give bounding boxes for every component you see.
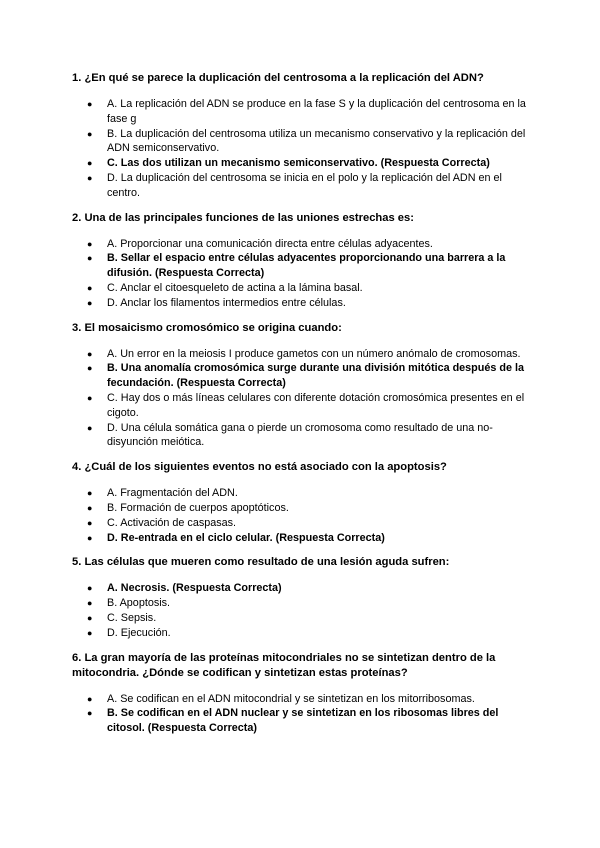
- bullet-icon: ●: [87, 502, 93, 513]
- bullet-icon: ●: [87, 627, 93, 638]
- option-text: A. Necrosis. (Respuesta Correcta): [107, 582, 282, 595]
- option-item: [72, 171, 528, 201]
- option-text: B. La duplicación del centrosoma utiliza un mecanismo conservativo y la replicación del ADN semiconservativo.: [107, 127, 526, 155]
- bullet-icon: ●: [87, 708, 93, 719]
- option-item: [72, 486, 528, 501]
- question-text: 4. ¿Cuál de los siguientes eventos no está asociado con la apoptosis?: [72, 461, 447, 474]
- option-text: D. Re-entrada en el ciclo celular. (Respuesta Correcta): [107, 531, 385, 544]
- bullet-icon: ●: [87, 238, 93, 249]
- bullet-icon: ●: [87, 99, 93, 109]
- option-item-correct: [72, 156, 528, 171]
- question-text: 5. Las células que mueren como resultado de una lesión aguda sufren:: [72, 556, 450, 569]
- option-item: [72, 611, 528, 626]
- option-list: [72, 486, 528, 545]
- bullet-icon: ●: [87, 282, 93, 293]
- option-text: C. Activación de caspasas.: [107, 516, 237, 529]
- bullet-icon: ●: [87, 532, 93, 543]
- option-text: A. La replicación del ADN se produce en la fase S y la duplicación del centrosoma en la fase g: [107, 98, 526, 125]
- option-text: C. Anclar el citoesqueleto de actina a la lámina basal.: [107, 281, 363, 294]
- option-item-correct: [72, 361, 528, 391]
- bullet-icon: ●: [87, 392, 93, 403]
- option-text: D. La duplicación del centrosoma se inicia en el polo y la replicación del ADN en el centro.: [107, 171, 502, 199]
- bullet-icon: ●: [87, 297, 93, 308]
- option-item: [72, 516, 528, 531]
- bullet-icon: ●: [87, 253, 93, 264]
- bullet-icon: ●: [87, 128, 93, 139]
- option-item-correct: [72, 251, 528, 281]
- option-list: [72, 97, 528, 201]
- option-text: D. Ejecución.: [107, 626, 171, 639]
- quiz-content: [72, 71, 528, 746]
- bullet-icon: ●: [87, 598, 93, 609]
- option-text: D. Anclar los filamentos intermedios entre células.: [107, 296, 346, 309]
- bullet-icon: ●: [87, 693, 93, 704]
- option-item: [72, 421, 528, 451]
- option-text: C. Las dos utilizan un mecanismo semiconservativo. (Respuesta Correcta): [107, 157, 490, 170]
- question-block-6: [72, 651, 528, 736]
- bullet-icon: ●: [87, 583, 93, 594]
- option-text: A. Proporcionar una comunicación directa entre células adyacentes.: [107, 237, 433, 250]
- question-block-3: [72, 321, 528, 451]
- option-item-correct: [72, 531, 528, 546]
- question-text: 1. ¿En qué se parece la duplicación del centrosoma a la replicación del ADN?: [72, 72, 484, 84]
- bullet-icon: ●: [87, 488, 93, 499]
- question-text: 2. Una de las principales funciones de las uniones estrechas es:: [72, 211, 414, 224]
- question-block-4: [72, 460, 528, 545]
- option-text: A. Se codifican en el ADN mitocondrial y se sintetizan en los mitorribosomas.: [107, 692, 475, 705]
- option-text: D. Una célula somática gana o pierde un cromosoma como resultado de una no-disyunción meiótica.: [107, 421, 493, 449]
- option-item-correct: [72, 706, 528, 736]
- question-text: 6. La gran mayoría de las proteínas mitocondriales no se sintetizan dentro de la mitocondria. ¿Dónde se codifican y sintetizan estas proteínas?: [72, 651, 496, 679]
- option-text: C. Sepsis.: [107, 611, 157, 624]
- option-text: A. Un error en la meiosis I produce gametos con un número anómalo de cromosomas.: [107, 347, 521, 360]
- option-item: [72, 237, 528, 252]
- option-text: B. Sellar el espacio entre células adyacentes proporcionando una barrera a la difusión. (Respuesta Correcta): [107, 252, 506, 280]
- question-block-2: [72, 211, 528, 311]
- question-block-1: [72, 71, 528, 201]
- option-item: [72, 281, 528, 296]
- option-item: [72, 391, 528, 421]
- option-list: [72, 692, 528, 736]
- option-list: [72, 347, 528, 451]
- option-item: [72, 626, 528, 641]
- option-text: C. Hay dos o más líneas celulares con diferente dotación cromosómica presentes en el cigoto.: [107, 391, 525, 419]
- option-text: B. Apoptosis.: [107, 597, 171, 610]
- question-text: 3. El mosaicismo cromosómico se origina cuando:: [72, 321, 342, 334]
- option-item: [72, 596, 528, 611]
- option-item: [72, 501, 528, 516]
- option-text: B. Una anomalía cromosómica surge durante una división mitótica después de la fecundación. (Respuesta Correcta): [107, 362, 524, 390]
- option-item: [72, 97, 528, 127]
- option-item: [72, 296, 528, 311]
- option-text: B. Se codifican en el ADN nuclear y se sintetizan en los ribosomas libres del citosol. (Respuesta Correcta): [107, 707, 499, 735]
- option-text: B. Formación de cuerpos apoptóticos.: [107, 501, 289, 514]
- bullet-icon: ●: [87, 612, 93, 623]
- bullet-icon: ●: [87, 422, 93, 433]
- option-item-correct: [72, 581, 528, 596]
- bullet-icon: ●: [87, 348, 93, 359]
- option-list: [72, 237, 528, 311]
- option-item: [72, 347, 528, 362]
- bullet-icon: ●: [87, 517, 93, 528]
- bullet-icon: ●: [87, 363, 93, 374]
- question-block-5: [72, 555, 528, 640]
- option-item: [72, 692, 528, 707]
- bullet-icon: ●: [87, 172, 93, 183]
- option-list: [72, 581, 528, 640]
- option-text: A. Fragmentación del ADN.: [107, 487, 238, 500]
- option-item: [72, 127, 528, 157]
- bullet-icon: ●: [87, 158, 93, 169]
